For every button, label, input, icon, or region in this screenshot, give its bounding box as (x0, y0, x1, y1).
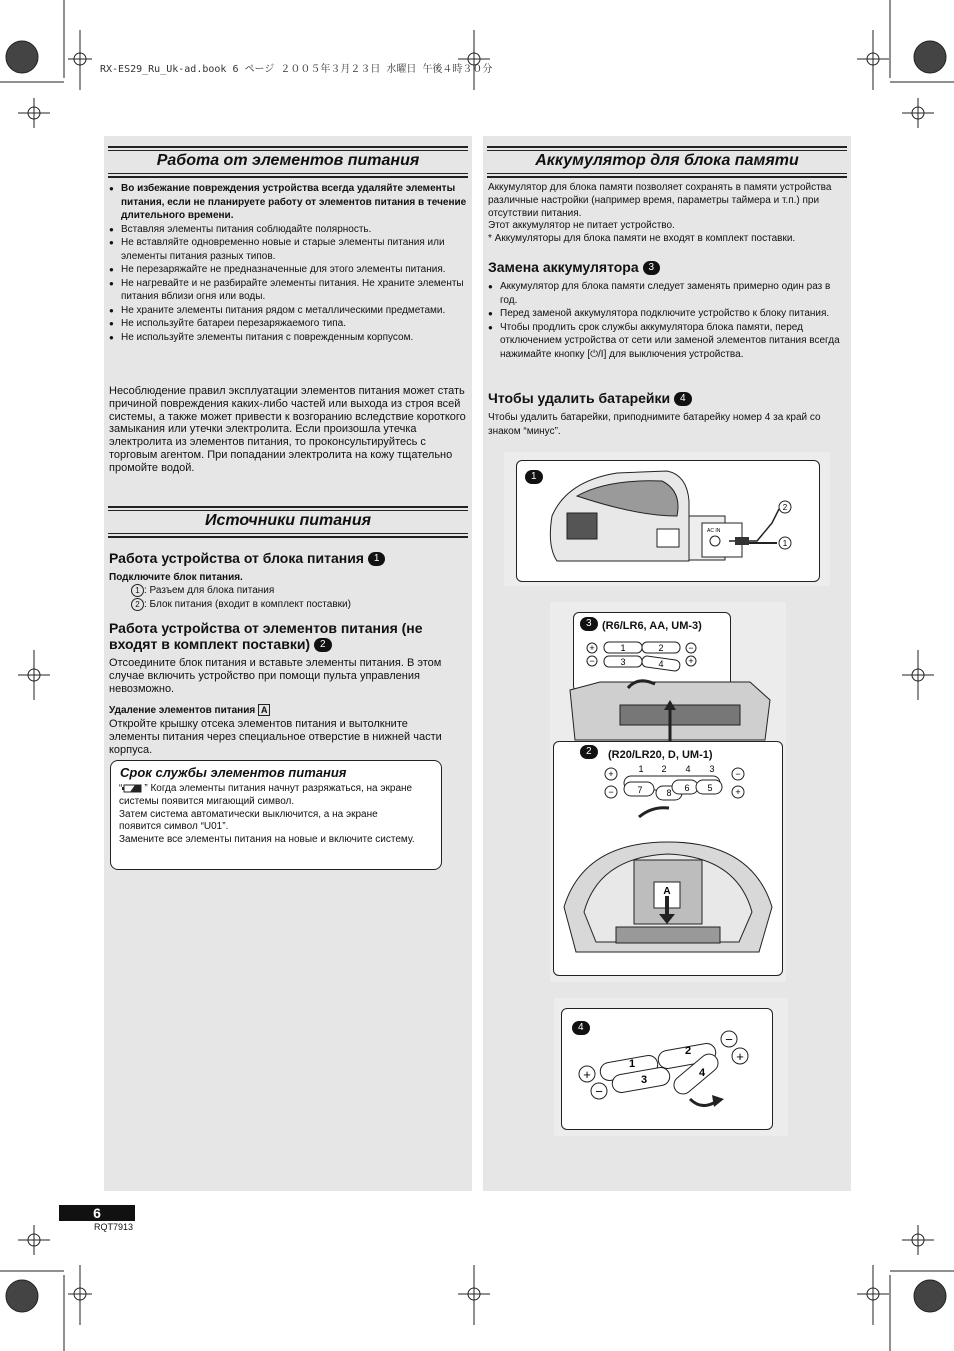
subsection-adapter-text: Работа устройства от блока питания (109, 550, 364, 566)
minus-sign: − (595, 1084, 603, 1099)
adapter-item-2-text: : Блок питания (входит в комплект поставки) (144, 599, 351, 610)
model-code: RQT7913 (94, 1222, 134, 1232)
cell-label: 3 (640, 1074, 648, 1086)
list-item: ● Не перезаряжайте не предназначенные для этого элементы питания. (109, 263, 467, 277)
adapter-items (131, 584, 351, 612)
cell-label: 7 (637, 785, 643, 795)
cell-label: 3 (620, 657, 626, 667)
section-title-memory-backup: Аккумулятор для блока памяти (487, 146, 847, 178)
plus-sign: + (608, 769, 614, 779)
plus-sign: + (736, 1049, 744, 1064)
list-item: ● Не вставляйте одновременно новые и старые элементы питания или элементы питания разных типов. (109, 236, 467, 263)
minus-sign: − (725, 1032, 733, 1047)
adapter-item-1-text: : Разъем для блока питания (144, 585, 275, 596)
list-item: ● Не нагревайте и не разбирайте элементы питания. Не храните элементы питания вблизи огня или воды. (109, 277, 467, 304)
aa-cell-type-label: (R6/LR6, AA, UM-3) (602, 620, 702, 632)
list-item: ● Вставляя элементы питания соблюдайте полярность. (109, 223, 467, 237)
minus-sign: − (688, 643, 694, 653)
figure-badge: 1 (525, 470, 543, 484)
subsection-adapter-title (109, 550, 469, 566)
cell-label: 1 (620, 643, 626, 653)
step-badge: 3 (643, 261, 661, 275)
plus-sign: + (583, 1067, 591, 1082)
remove-cells-illustration (562, 1009, 772, 1129)
battery-life-box (110, 760, 442, 870)
quote-open: “ (119, 783, 123, 794)
list-item: ● Аккумулятор для блока памяти следует заменять примерно один раз в год. (488, 280, 843, 307)
removal-label-text: Удаление элементов питания (109, 705, 256, 716)
low-battery-icon (122, 784, 144, 793)
ac-in-label: AC IN (707, 528, 721, 534)
figure-4-remove-cells (561, 1008, 773, 1130)
removal-paragraph: Откройте крышку отсека элементов питания и вытолкните элементы питания через специальное отверстие в нижней части корпуса. (109, 718, 442, 756)
list-item: ● Не храните элементы питания рядом с металлическими предметами. (109, 304, 467, 318)
cell-label: 8 (666, 788, 672, 798)
list-item: ● Не используйте элементы питания с поврежденным корпусом. (109, 331, 467, 345)
cell-label: 1 (628, 1058, 636, 1070)
cell-label: 4 (658, 659, 664, 669)
remove-title (488, 390, 692, 406)
battery-life-line-1 (119, 783, 419, 809)
bold-warning-bullet: ● Во избежание повреждения устройства всегда удаляйте элементы питания, если не планируете работу от элементов питания в течение длительного времени. (109, 182, 467, 223)
list-item: ● Чтобы продлить срок службы аккумулятора блока памяти, перед отключением устройства от сети или заменой элементов питания всегда нажимайте кнопку [⏻/I] для выключения устройства. (488, 321, 843, 362)
minus-sign: − (608, 787, 614, 797)
section-title-power-sources: Источники питания (108, 506, 468, 538)
replace-bullets (488, 280, 843, 361)
battery-precautions (109, 182, 467, 344)
callout-1-label: 1 (782, 539, 788, 548)
step-badge: 2 (314, 638, 332, 652)
battery-life-title: Срок службы элементов питания (120, 765, 347, 780)
misuse-paragraph: Несоблюдение правил эксплуатации элементов питания может стать причиной повреждения каких-либо частей или выхода из строя всей системы, а также может привести к возгоранию вследствие короткого замыкания или утечки электролита. Если произошла утечка электролита из элементов питания, то проконсультируйтесь с торговым агентом. При попадании электролита на кожу тщательно промойте водой. (109, 385, 466, 474)
figure-1-adapter (516, 460, 820, 582)
removal-label (109, 704, 270, 716)
cell-index: 4 (685, 764, 691, 774)
callout-1: 1 (131, 584, 144, 597)
list-item: ● Перед заменой аккумулятора подключите устройство к блоку питания. (488, 307, 843, 321)
page-number: 6 (59, 1205, 135, 1221)
file-header-line: RX-ES29_Ru_Uk-ad.book 6 ページ ２００５年３月２３日 水曜日 午後４時３０分 (100, 64, 493, 75)
plus-sign: + (735, 787, 741, 797)
memory-intro-3: * Аккумуляторы для блока памяти не входят в комплект поставки. (488, 233, 796, 245)
adapter-item-1 (131, 584, 351, 598)
label-a-box: A (258, 704, 271, 716)
list-item: ● Не используйте батареи перезаряжаемого типа. (109, 317, 467, 331)
cell-label: 5 (707, 783, 713, 793)
replace-title-text: Замена аккумулятора (488, 259, 639, 275)
battery-life-line-1-text: ” Когда элементы питания начнут разряжаться, на экране системы появится мигающий символ. (119, 783, 413, 807)
cell-index: 3 (709, 764, 715, 774)
memory-intro (488, 182, 843, 246)
figure-2-d-cells (553, 741, 783, 976)
replace-title (488, 259, 660, 275)
remove-title-text: Чтобы удалить батарейки (488, 390, 671, 406)
step-badge: 1 (368, 552, 386, 566)
unit-side-illustration (517, 461, 819, 581)
battery-life-text (119, 783, 419, 847)
figure-badge: 3 (580, 617, 598, 631)
plus-sign: + (688, 656, 694, 666)
section-title-battery-operation: Работа от элементов питания (108, 146, 468, 178)
cell-index: 2 (661, 764, 667, 774)
callout-2-label: 2 (782, 503, 788, 512)
figure-badge: 4 (572, 1021, 590, 1035)
cell-label: 2 (684, 1045, 692, 1057)
minus-sign: − (735, 769, 741, 779)
cell-label: 4 (698, 1067, 706, 1079)
left-column (104, 136, 472, 1191)
subsection-batteries-text: Работа устройства от элементов питания (не входят в комплект поставки) (109, 620, 423, 652)
adapter-item-2 (131, 598, 351, 612)
d-cell-type-label: (R20/LR20, D, UM-1) (608, 749, 713, 761)
memory-intro-1: Аккумулятор для блока памяти позволяет сохранять в памяти устройства различные настройки (например время, параметры таймера и т.п.) при отсутствии питания. (488, 182, 832, 219)
d-cells-illustration (554, 742, 782, 975)
step-badge: 4 (674, 392, 692, 406)
battery-life-line-3: Замените все элементы питания на новые и включите систему. (119, 834, 415, 846)
callout-2: 2 (131, 598, 144, 611)
subsection-batteries-title (109, 620, 469, 652)
remove-text: Чтобы удалить батарейки, приподнимите батарейку номер 4 за край со знаком “минус”. (488, 412, 821, 437)
memory-intro-2: Этот аккумулятор не питает устройство. (488, 220, 675, 232)
figure-badge: 2 (580, 745, 598, 759)
label-a: A (663, 886, 671, 897)
plus-sign: + (589, 643, 595, 653)
adapter-instruction: Подключите блок питания. (109, 572, 243, 583)
battery-life-line-2: Затем система автоматически выключится, а на экране появится символ “U01”. (119, 808, 378, 833)
cell-label: 2 (658, 643, 664, 653)
minus-sign: − (589, 656, 595, 666)
unit-top-illustration (560, 670, 780, 745)
cell-index: 1 (638, 764, 644, 774)
cell-label: 6 (684, 783, 690, 793)
batteries-paragraph: Отсоедините блок питания и вставьте элементы питания. В этом случае включить устройство при помощи пульта управления невозможно. (109, 657, 442, 695)
